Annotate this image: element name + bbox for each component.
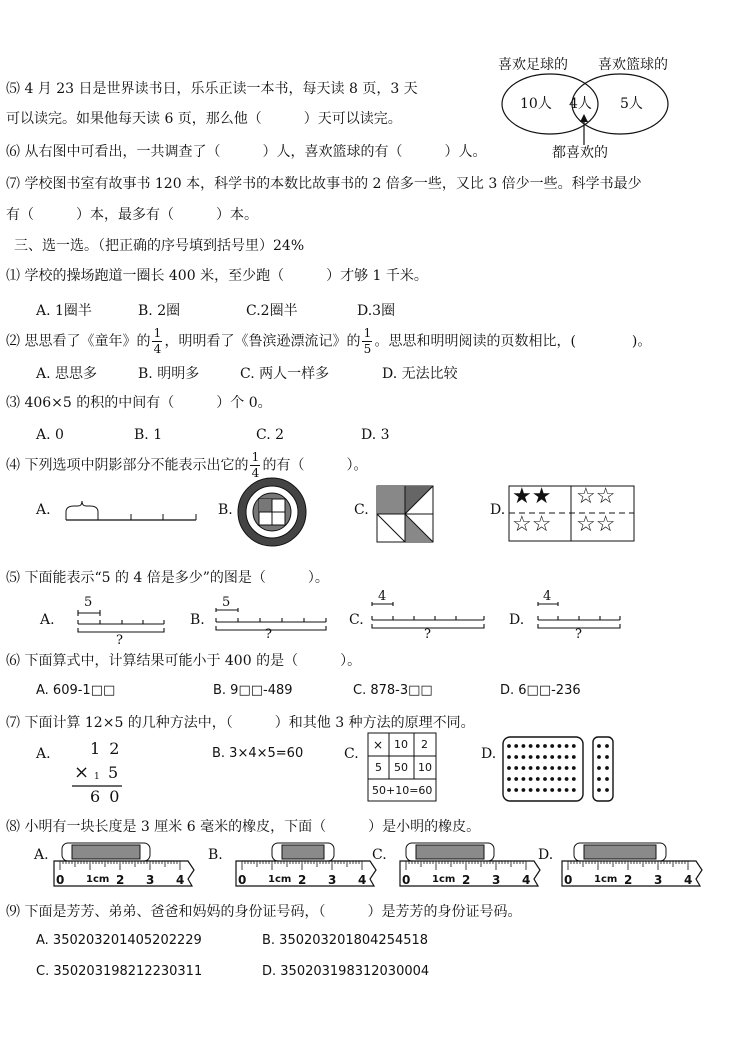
venn-both-label: 都喜欢的 — [552, 145, 608, 161]
c7-grid-h2: 10 — [394, 738, 408, 751]
c2-option-b[interactable]: B. 明明多 — [138, 366, 200, 382]
c6-option-b[interactable]: B. 9□□-489 — [213, 683, 293, 698]
c5-c-question: ? — [424, 627, 431, 642]
c5-option-d[interactable]: D. — [509, 612, 525, 628]
c2-pre: ⑵ 思思看了《童年》的 — [6, 333, 151, 350]
c5-text: ⑸ 下面能表示“5 的 4 倍是多少”的图是（ ）。 — [6, 570, 329, 586]
c3-option-d[interactable]: D. 3 — [361, 427, 390, 443]
q5-line2: 可以读完。如果他每天读 6 页，那么他（ ）天可以读完。 — [6, 111, 402, 127]
c4-stars-row2-right: ☆☆ — [576, 512, 616, 537]
c5-d-question: ? — [575, 627, 582, 642]
c8-text: ⑻ 小明有一块长度是 3 厘米 6 毫米的橡皮，下面（ ）是小明的橡皮。 — [6, 819, 481, 835]
c1-option-d[interactable]: D.3圈 — [357, 303, 396, 319]
c7-vm-carry: 1 — [94, 772, 100, 782]
ruler-label: 4 — [358, 873, 367, 887]
c8-option-d[interactable]: D. — [538, 847, 554, 863]
c3-option-c[interactable]: C. 2 — [256, 427, 285, 443]
c5-a-question: ? — [116, 633, 123, 648]
c3-text: ⑶ 406×5 的积的中间有（ ）个 0。 — [6, 395, 272, 411]
ruler-label: 2 — [462, 873, 471, 887]
c6-option-a[interactable]: A. 609-1□□ — [36, 683, 116, 698]
ruler-label: 1cm — [432, 874, 456, 885]
c5-d-label: 4 — [543, 589, 552, 604]
c3-option-a[interactable]: A. 0 — [36, 427, 64, 443]
c2-post: 。思思和明明阅读的页数相比，( )。 — [374, 333, 652, 350]
c1-option-a[interactable]: A. 1圈半 — [36, 303, 92, 319]
c7-option-d[interactable]: D. — [481, 746, 497, 762]
c7-grid-r3: 10 — [418, 761, 432, 774]
c3-option-b[interactable]: B. 1 — [134, 427, 163, 443]
c9-text: ⑼ 下面是芳芳、弟弟、爸爸和妈妈的身份证号码，（ ）是芳芳的身份证号码。 — [6, 904, 522, 920]
ruler-label: 1cm — [594, 874, 618, 885]
c2-fraction-2: $\frac{1}{5}$ — [363, 326, 372, 356]
c6-option-c[interactable]: C. 878-3□□ — [353, 683, 433, 698]
c2-fraction-1: $\frac{1}{4}$ — [153, 326, 162, 356]
eraser-core — [282, 845, 324, 859]
c6-text: ⑹ 下面算式中，计算结果可能小于 400 的是（ ）。 — [6, 653, 362, 669]
q7-line2: 有（ ）本，最多有（ ）本。 — [6, 207, 258, 223]
venn-left-label: 喜欢足球的 — [498, 57, 568, 73]
eraser-core — [584, 845, 656, 859]
c1-option-b[interactable]: B. 2圈 — [138, 303, 181, 319]
c8-option-c[interactable]: C. — [372, 847, 387, 863]
c4-option-a[interactable]: A. — [36, 502, 51, 518]
c9-option-b[interactable]: B. 350203201804254518 — [262, 933, 429, 948]
c4-post: 的有（ ）。 — [262, 457, 368, 474]
c8-option-a[interactable]: A. — [34, 847, 49, 863]
ruler-label: 2 — [298, 873, 307, 887]
section3-title: 三、选一选。（把正确的序号填到括号里）24% — [14, 238, 305, 254]
c4-pre: ⑷ 下列选项中阴影部分不能表示出它的 — [6, 457, 249, 474]
c5-option-a[interactable]: A. — [40, 612, 55, 628]
ruler-label: 0 — [402, 873, 411, 887]
venn-right-label: 喜欢篮球的 — [598, 57, 668, 73]
c2-option-c[interactable]: C. 两人一样多 — [240, 366, 330, 382]
ruler-label: 0 — [56, 873, 65, 887]
c5-b-label: 5 — [222, 595, 231, 610]
q6-text: ⑹ 从右图中可看出，一共调查了（ ）人，喜欢篮球的有（ ）人。 — [6, 144, 487, 160]
c4-option-d[interactable]: D. — [490, 502, 506, 518]
c5-b-question: ? — [265, 627, 272, 642]
ruler-label: 4 — [684, 873, 693, 887]
c9-option-c[interactable]: C. 350203198212230311 — [36, 964, 203, 979]
c7-option-a[interactable]: A. — [36, 746, 51, 762]
c7-option-c[interactable]: C. — [344, 746, 359, 762]
ruler-label: 3 — [328, 873, 337, 887]
ruler-label: 0 — [564, 873, 573, 887]
c5-c-label: 4 — [378, 589, 387, 604]
ruler-label: 3 — [492, 873, 501, 887]
venn-left-value: 10人 — [520, 96, 552, 112]
ruler-label: 4 — [176, 873, 185, 887]
c4-fraction: $\frac{1}{4}$ — [251, 450, 260, 480]
c1-option-c[interactable]: C.2圈半 — [246, 303, 298, 319]
ruler-label: 1cm — [86, 874, 110, 885]
c7-vm-result: 6 0 — [90, 787, 122, 806]
eraser-core — [72, 845, 140, 859]
eraser-core — [416, 845, 484, 859]
c7-grid-h3: 2 — [421, 738, 428, 751]
c7-vm-times: × — [74, 762, 90, 783]
c7-option-b[interactable]: B. 3×4×5=60 — [212, 746, 304, 761]
c8-option-b[interactable]: B. — [208, 847, 223, 863]
c2-option-d[interactable]: D. 无法比较 — [382, 366, 458, 382]
c6-option-d[interactable]: D. 6□□-236 — [500, 683, 581, 698]
ruler-label: 1cm — [268, 874, 292, 885]
c7-text: ⑺ 下面计算 12×5 的几种方法中，（ ）和其他 3 种方法的原理不同。 — [6, 715, 475, 731]
ruler-label: 2 — [116, 873, 125, 887]
c7-grid-h1: × — [373, 738, 384, 752]
c7-vm-top: 1 2 — [90, 739, 122, 758]
ruler-label: 3 — [654, 873, 663, 887]
c1-text: ⑴ 学校的操场跑道一圈长 400 米，至少跑（ ）才够 1 千米。 — [6, 268, 428, 284]
c4-option-c[interactable]: C. — [354, 502, 369, 518]
q5-line1: ⑸ 4 月 23 日是世界读书日，乐乐正读一本书，每天读 8 页，3 天 — [6, 81, 418, 97]
c7-vm-mid: 5 — [108, 763, 119, 782]
c7-grid-r2: 50 — [394, 761, 408, 774]
c5-option-b[interactable]: B. — [190, 612, 205, 628]
c4-option-b[interactable]: B. — [218, 502, 233, 518]
c5-option-c[interactable]: C. — [349, 612, 364, 628]
ruler-label: 3 — [146, 873, 155, 887]
c4-stars-row1: ☆☆ — [576, 484, 616, 509]
c5-a-label: 5 — [84, 595, 93, 610]
c9-option-d[interactable]: D. 350203198312030004 — [262, 964, 430, 979]
c2-option-a[interactable]: A. 思思多 — [36, 366, 98, 382]
c7-grid-r1: 5 — [375, 761, 382, 774]
c9-option-a[interactable]: A. 350203201405202229 — [36, 933, 202, 948]
venn-center-value: 4人 — [569, 96, 592, 112]
c4-stars-row2-left: ☆☆ — [512, 512, 552, 537]
ruler-label: 4 — [522, 873, 531, 887]
venn-right-value: 5人 — [620, 96, 643, 112]
ruler-label: 2 — [624, 873, 633, 887]
c4-stars-filled: ★★ — [512, 484, 552, 509]
c7-grid-sum: 50+10=60 — [372, 784, 433, 797]
q7-line1: ⑺ 学校图书室有故事书 120 本，科学书的本数比故事书的 2 倍多一些，又比 3 倍少一些。科学书最少 — [6, 176, 642, 192]
c2-mid: ，明明看了《鲁滨逊漂流记》的 — [164, 333, 361, 350]
ruler-label: 0 — [238, 873, 247, 887]
